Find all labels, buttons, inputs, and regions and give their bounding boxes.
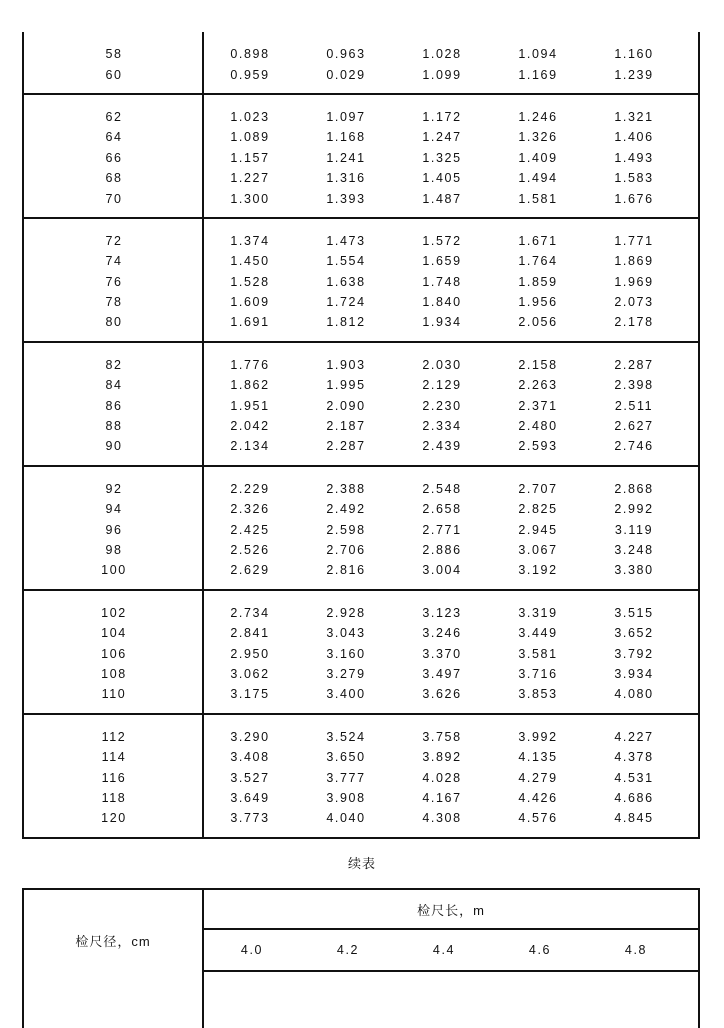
volume-cell: 3.119 [614, 522, 654, 537]
diameter-cell: 64 [105, 130, 123, 145]
volume-cell: 3.192 [518, 563, 558, 578]
volume-cell: 1.316 [326, 171, 366, 186]
volume-cell: 2.134 [230, 439, 270, 454]
volume-cell: 1.528 [230, 274, 270, 289]
volume-cell: 1.321 [614, 109, 654, 124]
diameter-cell: 68 [105, 171, 123, 186]
volume-cell: 2.734 [230, 605, 270, 620]
volume-cell: 2.771 [422, 522, 462, 537]
volume-cell: 1.473 [326, 233, 366, 248]
table-row [24, 436, 698, 456]
volume-cell: 1.169 [518, 67, 558, 82]
volume-cell: 3.758 [422, 729, 462, 744]
volume-cell: 4.308 [422, 811, 462, 826]
table-row [24, 395, 698, 415]
table-row [24, 355, 698, 375]
volume-cell: 1.859 [518, 274, 558, 289]
table-row [24, 664, 698, 684]
volume-cell: 1.409 [518, 150, 558, 165]
volume-cell: 3.408 [230, 750, 270, 765]
volume-cell: 3.400 [326, 687, 366, 702]
volume-cell: 3.279 [326, 666, 366, 681]
volume-cell: 2.593 [518, 439, 558, 454]
volume-cell: 1.764 [518, 254, 558, 269]
diameter-cell: 84 [105, 378, 123, 393]
volume-cell: 1.300 [230, 191, 270, 206]
volume-cell: 2.030 [422, 357, 462, 372]
diameter-cell: 100 [101, 563, 127, 578]
volume-cell: 1.659 [422, 254, 462, 269]
table-row [24, 603, 698, 623]
volume-cell: 2.230 [422, 398, 462, 413]
table-row [24, 272, 698, 292]
volume-cell: 1.405 [422, 171, 462, 186]
volume-cell: 1.028 [422, 47, 462, 62]
length-col-header: 4.4 [432, 943, 456, 957]
table-row-group [24, 343, 698, 467]
volume-cell: 1.089 [230, 130, 270, 145]
volume-cell: 0.029 [326, 67, 366, 82]
volume-cell: 3.067 [518, 543, 558, 557]
volume-cell: 2.548 [422, 481, 462, 496]
volume-cell: 4.135 [518, 750, 558, 765]
volume-cell: 1.840 [422, 295, 462, 310]
volume-cell: 4.845 [614, 811, 654, 826]
table-row [24, 747, 698, 767]
volume-cell: 4.227 [614, 729, 654, 744]
diameter-cell: 82 [105, 357, 123, 372]
volume-cell: 2.706 [326, 543, 366, 557]
volume-cell: 2.886 [422, 543, 462, 557]
volume-cell: 1.869 [614, 254, 654, 269]
volume-cell: 1.554 [326, 254, 366, 269]
volume-cell: 4.080 [614, 687, 654, 702]
volume-cell: 2.187 [326, 419, 366, 434]
volume-cell: 3.652 [614, 626, 654, 641]
volume-cell: 2.511 [614, 398, 654, 413]
volume-cell: 1.638 [326, 274, 366, 289]
table-row [24, 767, 698, 787]
length-header: 检尺长，m [204, 890, 698, 930]
volume-cell: 1.748 [422, 274, 462, 289]
volume-cell: 3.160 [326, 646, 366, 661]
volume-cell: 2.945 [518, 522, 558, 537]
volume-cell: 2.992 [614, 502, 654, 517]
diameter-cell: 98 [105, 543, 123, 557]
table-row [24, 188, 698, 208]
volume-cell: 4.531 [614, 770, 654, 785]
diameter-cell: 118 [101, 790, 127, 805]
length-col-header: 4.0 [240, 943, 264, 957]
volume-cell: 1.099 [422, 67, 462, 82]
length-columns [204, 930, 698, 972]
length-col-header: 4.8 [624, 943, 648, 957]
table-row [24, 127, 698, 147]
diameter-cell: 96 [105, 522, 123, 537]
volume-cell: 1.023 [230, 109, 270, 124]
volume-cell: 2.287 [614, 357, 654, 372]
volume-cell: 3.853 [518, 687, 558, 702]
table-row-group [24, 219, 698, 343]
diameter-cell: 88 [105, 419, 123, 434]
volume-table [22, 32, 700, 839]
table-row [24, 623, 698, 643]
volume-cell: 1.168 [326, 130, 366, 145]
table-row [24, 416, 698, 436]
diameter-cell: 58 [105, 47, 123, 62]
volume-cell: 3.370 [422, 646, 462, 661]
volume-cell: 1.374 [230, 233, 270, 248]
table-row [24, 107, 698, 127]
volume-cell: 4.378 [614, 750, 654, 765]
volume-cell: 2.928 [326, 605, 366, 620]
volume-cell: 2.287 [326, 439, 366, 454]
volume-cell: 1.241 [326, 150, 366, 165]
table-row [24, 292, 698, 312]
volume-cell: 3.004 [422, 563, 462, 578]
volume-cell: 3.716 [518, 666, 558, 681]
volume-cell: 2.439 [422, 439, 462, 454]
length-col-header: 4.2 [336, 943, 360, 957]
diameter-cell: 90 [105, 439, 123, 454]
table-row [24, 684, 698, 704]
continued-label: 续表 [347, 856, 376, 871]
table-row-group [24, 715, 698, 837]
table-row [24, 788, 698, 808]
volume-cell: 2.158 [518, 357, 558, 372]
volume-cell: 3.246 [422, 626, 462, 641]
table-row [24, 251, 698, 271]
table-row [24, 499, 698, 519]
diameter-cell: 94 [105, 502, 123, 517]
volume-cell: 3.908 [326, 790, 366, 805]
volume-cell: 1.493 [614, 150, 654, 165]
diameter-cell: 78 [105, 295, 123, 310]
volume-cell: 2.825 [518, 502, 558, 517]
volume-cell: 1.325 [422, 150, 462, 165]
diameter-cell: 92 [105, 481, 123, 496]
volume-cell: 4.426 [518, 790, 558, 805]
volume-cell: 1.862 [230, 378, 270, 393]
volume-cell: 3.497 [422, 666, 462, 681]
diameter-cell: 74 [105, 254, 123, 269]
volume-cell: 2.841 [230, 626, 270, 641]
volume-cell: 2.526 [230, 543, 270, 557]
volume-cell: 1.450 [230, 254, 270, 269]
volume-cell: 2.388 [326, 481, 366, 496]
volume-cell: 2.229 [230, 481, 270, 496]
volume-cell: 3.527 [230, 770, 270, 785]
volume-cell: 4.167 [422, 790, 462, 805]
table-row [24, 312, 698, 332]
volume-cell: 3.777 [326, 770, 366, 785]
volume-cell: 3.524 [326, 729, 366, 744]
table-row-group [24, 95, 698, 219]
table-row [24, 64, 698, 84]
diameter-cell: 66 [105, 150, 123, 165]
volume-cell: 1.609 [230, 295, 270, 310]
diameter-cell: 76 [105, 274, 123, 289]
table-row [24, 44, 698, 64]
volume-cell: 3.934 [614, 666, 654, 681]
volume-cell: 1.691 [230, 315, 270, 330]
volume-cell: 1.494 [518, 171, 558, 186]
volume-cell: 4.040 [326, 811, 366, 826]
volume-cell: 1.995 [326, 378, 366, 393]
table-row [24, 479, 698, 499]
continued-table-header [22, 888, 700, 1028]
volume-cell: 0.963 [326, 47, 366, 62]
volume-cell: 2.868 [614, 481, 654, 496]
volume-cell: 3.380 [614, 563, 654, 578]
volume-cell: 1.393 [326, 191, 366, 206]
volume-cell: 2.746 [614, 439, 654, 454]
volume-cell: 3.626 [422, 687, 462, 702]
volume-cell: 3.062 [230, 666, 270, 681]
volume-cell: 2.056 [518, 315, 558, 330]
volume-cell: 1.406 [614, 130, 654, 145]
volume-cell: 3.792 [614, 646, 654, 661]
volume-cell: 3.175 [230, 687, 270, 702]
volume-cell: 2.658 [422, 502, 462, 517]
volume-cell: 2.042 [230, 419, 270, 434]
volume-cell: 3.290 [230, 729, 270, 744]
length-col-header: 4.6 [528, 943, 552, 957]
diameter-cell: 72 [105, 233, 123, 248]
diameter-cell: 112 [101, 729, 127, 744]
volume-cell: 1.097 [326, 109, 366, 124]
diameter-cell: 108 [101, 666, 127, 681]
volume-cell: 1.671 [518, 233, 558, 248]
volume-cell: 3.649 [230, 790, 270, 805]
volume-cell: 1.951 [230, 398, 270, 413]
volume-cell: 1.246 [518, 109, 558, 124]
table-row [24, 643, 698, 663]
diameter-cell: 116 [101, 770, 127, 785]
volume-cell: 1.771 [614, 233, 654, 248]
volume-cell: 2.334 [422, 419, 462, 434]
table-row [24, 148, 698, 168]
diameter-cell: 104 [101, 626, 127, 641]
volume-cell: 2.629 [230, 563, 270, 578]
volume-cell: 4.028 [422, 770, 462, 785]
diameter-header: 检尺径，cm [75, 933, 151, 949]
volume-cell: 1.724 [326, 295, 366, 310]
diameter-cell: 70 [105, 191, 123, 206]
volume-cell: 4.279 [518, 770, 558, 785]
volume-cell: 2.492 [326, 502, 366, 517]
volume-cell: 3.992 [518, 729, 558, 744]
volume-cell: 2.371 [518, 398, 558, 413]
table-row [24, 231, 698, 251]
volume-cell: 1.239 [614, 67, 654, 82]
volume-cell: 3.449 [518, 626, 558, 641]
volume-cell: 3.581 [518, 646, 558, 661]
volume-cell: 2.129 [422, 378, 462, 393]
volume-cell: 2.480 [518, 419, 558, 434]
volume-cell: 3.650 [326, 750, 366, 765]
volume-cell: 2.398 [614, 378, 654, 393]
table-row [24, 727, 698, 747]
volume-cell: 1.227 [230, 171, 270, 186]
table-row [24, 808, 698, 828]
volume-cell: 2.263 [518, 378, 558, 393]
volume-cell: 1.172 [422, 109, 462, 124]
volume-cell: 1.094 [518, 47, 558, 62]
diameter-cell: 102 [101, 605, 127, 620]
volume-cell: 1.581 [518, 191, 558, 206]
table-row [24, 560, 698, 580]
volume-cell: 2.073 [614, 295, 654, 310]
volume-cell: 1.776 [230, 357, 270, 372]
volume-cell: 1.572 [422, 233, 462, 248]
volume-cell: 4.576 [518, 811, 558, 826]
volume-cell: 1.956 [518, 295, 558, 310]
volume-cell: 2.425 [230, 522, 270, 537]
volume-cell: 1.969 [614, 274, 654, 289]
volume-cell: 3.319 [518, 605, 558, 620]
volume-cell: 3.773 [230, 811, 270, 826]
table-row-group [24, 591, 698, 715]
volume-cell: 0.959 [230, 67, 270, 82]
volume-cell: 4.686 [614, 790, 654, 805]
volume-cell: 1.326 [518, 130, 558, 145]
volume-cell: 2.178 [614, 315, 654, 330]
diameter-cell: 120 [101, 811, 127, 826]
table-row-group [24, 32, 698, 95]
volume-cell: 1.247 [422, 130, 462, 145]
volume-cell: 0.898 [230, 47, 270, 62]
volume-cell: 1.487 [422, 191, 462, 206]
diameter-cell: 80 [105, 315, 123, 330]
volume-cell: 2.090 [326, 398, 366, 413]
volume-cell: 1.583 [614, 171, 654, 186]
volume-cell: 1.903 [326, 357, 366, 372]
volume-cell: 1.160 [614, 47, 654, 62]
volume-cell: 1.676 [614, 191, 654, 206]
table-row [24, 540, 698, 560]
volume-cell: 3.892 [422, 750, 462, 765]
table-row [24, 519, 698, 539]
volume-cell: 2.627 [614, 419, 654, 434]
table-row [24, 375, 698, 395]
volume-cell: 3.043 [326, 626, 366, 641]
diameter-cell: 114 [101, 750, 127, 765]
table-row [24, 168, 698, 188]
table-row-group [24, 467, 698, 591]
volume-cell: 2.707 [518, 481, 558, 496]
volume-cell: 1.812 [326, 315, 366, 330]
diameter-cell: 110 [101, 687, 127, 702]
volume-cell: 1.157 [230, 150, 270, 165]
volume-cell: 2.326 [230, 502, 270, 517]
diameter-cell: 62 [105, 109, 123, 124]
volume-cell: 3.123 [422, 605, 462, 620]
volume-cell: 2.816 [326, 563, 366, 578]
volume-cell: 3.248 [614, 543, 654, 557]
volume-cell: 2.950 [230, 646, 270, 661]
diameter-cell: 60 [105, 67, 123, 82]
diameter-cell: 86 [105, 398, 123, 413]
volume-cell: 2.598 [326, 522, 366, 537]
volume-cell: 1.934 [422, 315, 462, 330]
diameter-cell: 106 [101, 646, 127, 661]
volume-cell: 3.515 [614, 605, 654, 620]
